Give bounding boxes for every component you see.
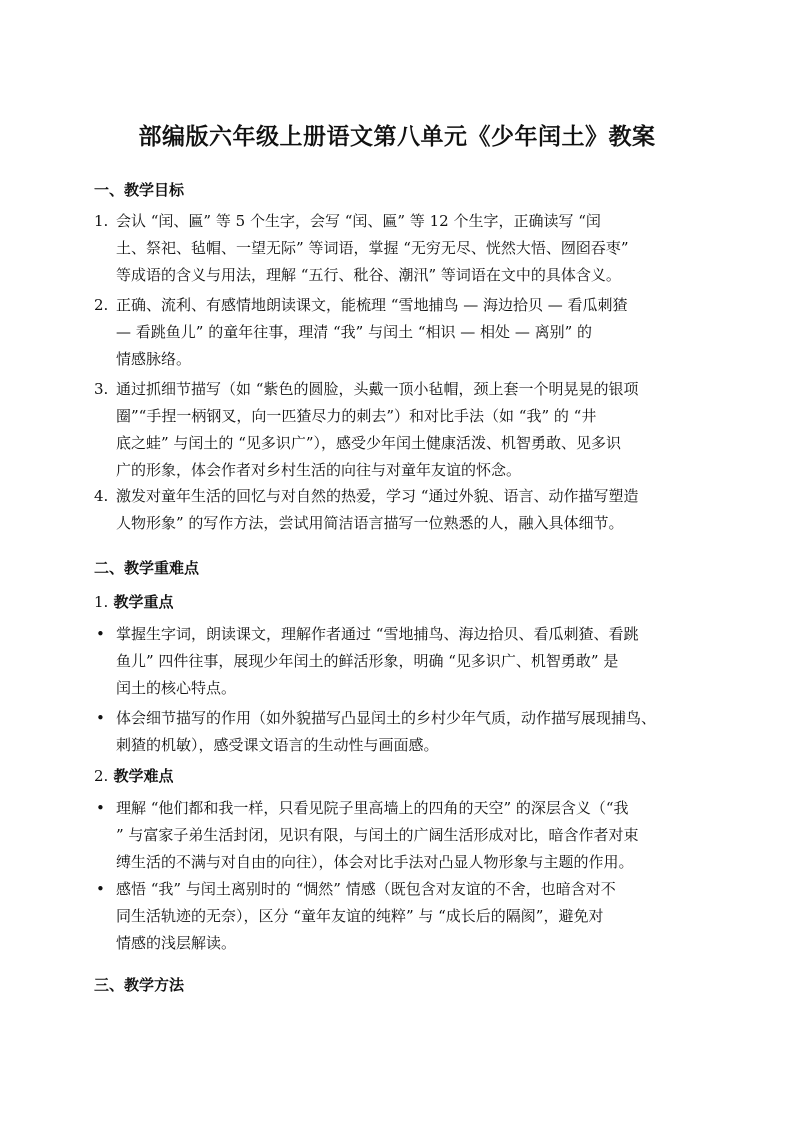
list-number: 2. <box>94 296 109 314</box>
subsection-label: 教学重点 <box>113 593 174 611</box>
paragraph-line: 鱼儿” 四件往事，展现少年闰土的鲜活形象，明确 “见多识广、机智勇敢” 是 <box>116 652 619 670</box>
bullet-item <box>94 795 696 876</box>
subsection-number: 2. <box>94 767 109 785</box>
paragraph-line: 土、祭祀、毡帽、一望无际” 等词语，掌握 “无穷无尽、恍然大悟、囫囵吞枣” <box>116 239 629 257</box>
paragraph-line: 同生活轨迹的无奈），区分 “童年友谊的纯粹” 与 “成长后的隔阂”，避免对 <box>116 907 604 925</box>
paragraph-line: 会认 “闰、匾” 等 5 个生字，会写 “闰、匾” 等 12 个生字，正确读写 “闰 <box>116 212 601 230</box>
section-heading-objectives: 一、教学目标 <box>94 181 185 199</box>
paragraph-line: 等成语的含义与用法，理解 “五行、秕谷、潮汛” 等词语在文中的具体含义。 <box>116 266 621 284</box>
subsection-label: 教学难点 <box>113 767 174 785</box>
paragraph-line: 理解 “他们都和我一样，只看见院子里高墙上的四角的天空” 的深层含义（“我 <box>116 799 629 817</box>
paragraph-line: 刺猹的机敏），感受课文语言的生动性与画面感。 <box>116 736 439 754</box>
section-heading-key-points: 二、教学重难点 <box>94 559 200 577</box>
document-title: 部编版六年级上册语文第八单元《少年闰土》教案 <box>138 124 656 150</box>
section-heading-methods: 三、教学方法 <box>94 976 185 994</box>
paragraph-line: 人物形象” 的写作方法，尝试用简洁语言描写一位熟悉的人，融入具体细节。 <box>116 514 624 532</box>
paragraph-line: 情感的浅层解读。 <box>116 934 237 952</box>
bullet-marker: • <box>96 799 105 817</box>
list-item <box>94 376 696 484</box>
subsection-heading-difficulties <box>94 766 174 786</box>
paragraph-line: 缚生活的不满与对自由的向往），体会对比手法对凸显人物形象与主题的作用。 <box>116 853 634 871</box>
paragraph-line: 掌握生字词，朗读课文，理解作者通过 “雪地捕鸟、海边拾贝、看瓜刺猹、看跳 <box>116 625 639 643</box>
list-item <box>94 208 696 289</box>
bullet-marker: • <box>96 625 105 643</box>
paragraph-line: 通过抓细节描写（如 “紫色的圆脸，头戴一顶小毡帽，颈上套一个明晃晃的银项 <box>116 380 639 398</box>
subsection-heading-focus <box>94 592 174 612</box>
bullet-marker: • <box>96 709 105 727</box>
paragraph-line: ” 与富家子弟生活封闭，见识有限，与闰土的广阔生活形成对比，暗含作者对束 <box>116 826 639 844</box>
list-number: 3. <box>94 380 109 398</box>
paragraph-line: 圈”“手捏一柄钢叉，向一匹猹尽力的刺去”）和对比手法（如 “我” 的 “井 <box>116 407 597 425</box>
bullet-item <box>94 876 696 957</box>
subsection-number: 1. <box>94 593 109 611</box>
paragraph-line: 正确、流利、有感情地朗读课文，能梳理 “雪地捕鸟 — 海边拾贝 — 看瓜刺猹 <box>116 296 628 314</box>
list-item <box>94 483 696 537</box>
paragraph-line: 广的形象，体会作者对乡村生活的向往与对童年友谊的怀念。 <box>116 461 522 479</box>
bullet-marker: • <box>96 880 105 898</box>
paragraph-line: 情感脉络。 <box>116 350 192 368</box>
list-item <box>94 292 696 373</box>
paragraph-line: 感悟 “我” 与闰土离别时的 “惆然” 情感（既包含对友谊的不舍，也暗含对不 <box>116 880 616 898</box>
list-number: 1. <box>94 212 109 230</box>
bullet-item <box>94 621 696 702</box>
bullet-item <box>94 705 696 759</box>
list-number: 4. <box>94 487 109 505</box>
paragraph-line: 体会细节描写的作用（如外貌描写凸显闰土的乡村少年气质，动作描写展现捕鸟、 <box>116 709 657 727</box>
paragraph-line: 激发对童年生活的回忆与对自然的热爱，学习 “通过外貌、语言、动作描写塑造 <box>116 487 639 505</box>
paragraph-line: 闰土的核心特点。 <box>116 679 237 697</box>
paragraph-line: — 看跳鱼儿” 的童年往事，理清 “我” 与闰土 “相识 — 相处 — 离别” 的 <box>116 323 593 341</box>
paragraph-line: 底之蛙” 与闰土的 “见多识广”），感受少年闰土健康活泼、机智勇敢、见多识 <box>116 434 622 452</box>
